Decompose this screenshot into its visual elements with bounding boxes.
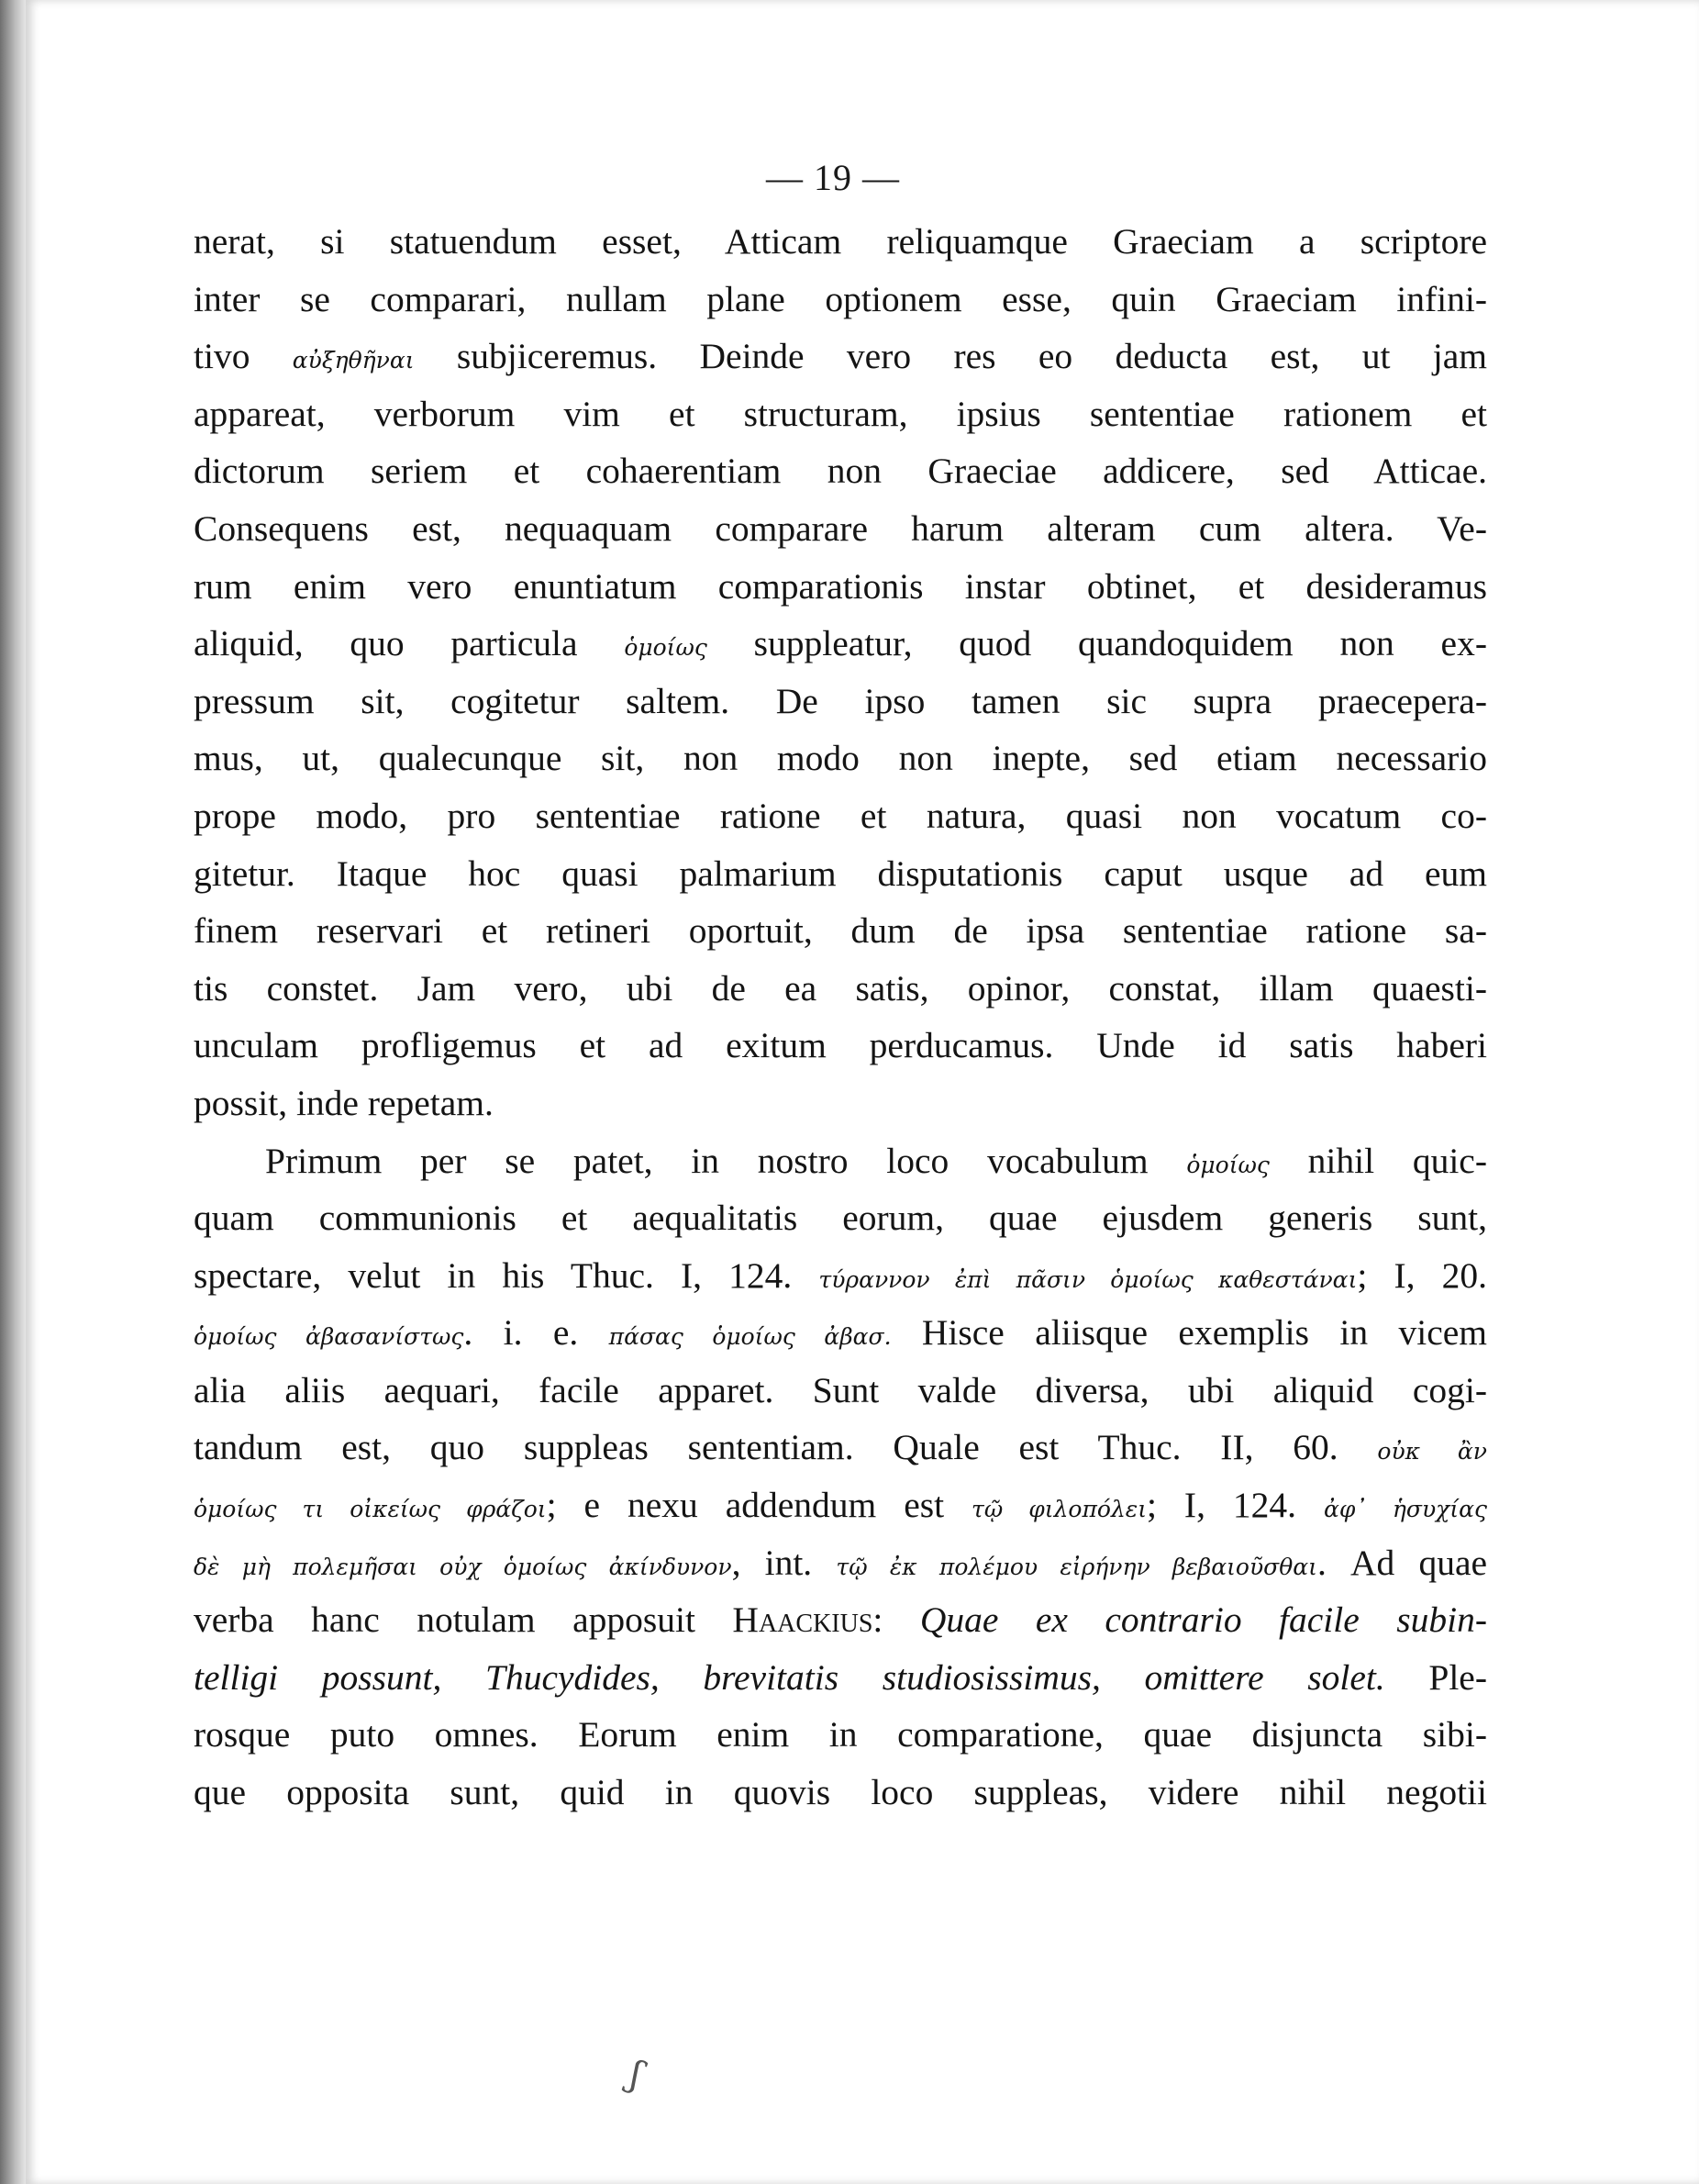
text-line xyxy=(194,1419,1487,1476)
text-line xyxy=(194,1189,1487,1247)
greek-text: τῷ φιλοπόλει xyxy=(972,1496,1148,1523)
latin-text: subjiceremus. Deinde vero res eo deducta est, ut jam xyxy=(414,336,1487,377)
text-line xyxy=(194,1247,1487,1305)
text-line xyxy=(194,1362,1487,1420)
greek-text: οὐκ ἂν xyxy=(1377,1438,1487,1465)
latin-text: , int. xyxy=(731,1542,837,1583)
latin-text: mus, ut, qualecunque sit, non modo non inepte, sed etiam necessario xyxy=(194,738,1487,779)
latin-text: tis constet. Jam vero, ubi de ea satis, opinor, constat, illam quaesti- xyxy=(194,967,1487,1008)
text-line xyxy=(194,271,1487,329)
latin-text: appareat, verborum vim et structuram, ipsius sententiae rationem et xyxy=(194,393,1487,434)
text-line xyxy=(194,213,1487,271)
latin-text: suppleatur, quod quandoquidem non ex- xyxy=(706,623,1487,664)
latin-text: Ple- xyxy=(1384,1656,1487,1698)
greek-text: δὲ μὴ πολεμῆσαι οὐχ ὁμοίως ἀκίνδυνον xyxy=(194,1553,732,1580)
greek-text: τύραννον ἐπὶ πᾶσιν ὁμοίως καθεστάναι xyxy=(818,1265,1358,1293)
latin-text: quam communionis et aequalitatis eorum, quae ejusdem generis sunt, xyxy=(194,1198,1487,1239)
greek-text: ὁμοίως τι οἰκείως φράζοι xyxy=(194,1496,547,1523)
page-binding-shadow xyxy=(0,0,26,2184)
text-line xyxy=(194,960,1487,1018)
latin-text: rosque puto omnes. Eorum enim in comparatione, quae disjuncta sibi- xyxy=(194,1714,1487,1755)
latin-text: . i. e. xyxy=(463,1312,609,1354)
italic-quote: Quae ex contrario facile subin- xyxy=(919,1599,1487,1641)
text-line xyxy=(194,500,1487,558)
greek-text: πάσας ὁμοίως ἀβασ. xyxy=(608,1323,892,1351)
latin-text: : xyxy=(872,1599,920,1641)
latin-text: inter se comparari, nullam plane optionem esse, quin Graeciam infini- xyxy=(194,278,1487,319)
latin-text: possit, inde repetam. xyxy=(194,1082,494,1123)
text-line xyxy=(194,385,1487,443)
text-line xyxy=(194,1706,1487,1764)
latin-text: Hisce aliisque exemplis in vicem xyxy=(891,1312,1487,1354)
latin-text: tivo xyxy=(194,336,293,377)
text-line xyxy=(194,1304,1487,1362)
latin-text: ; I, 124. xyxy=(1147,1485,1324,1526)
ink-mark: ʃ xyxy=(624,2053,649,2097)
greek-text: τῷ ἐκ πολέμου εἰρήνην βεβαιοῦσθαι xyxy=(836,1553,1317,1580)
author-name: Haackius xyxy=(732,1599,873,1641)
text-line xyxy=(194,558,1487,616)
latin-text: . Ad quae xyxy=(1316,1542,1487,1583)
text-line xyxy=(194,615,1487,673)
text-line xyxy=(194,1534,1487,1592)
text-line xyxy=(194,1132,1487,1190)
latin-text: Primum per se patet, in nostro loco vocabulum xyxy=(265,1140,1187,1181)
latin-text: Consequens est, nequaquam comparare harum alteram cum altera. Ve- xyxy=(194,507,1487,549)
text-line xyxy=(194,442,1487,500)
page-number: — 19 — xyxy=(766,157,900,198)
latin-text: pressum sit, cogitetur saltem. De ipso tamen sic supra praecepera- xyxy=(194,680,1487,721)
latin-text: alia aliis aequari, facile apparet. Sunt valde diversa, ubi aliquid cogi- xyxy=(194,1369,1487,1410)
body-text xyxy=(194,213,1487,1822)
latin-text: verba hanc notulam apposuit xyxy=(194,1599,733,1641)
text-line xyxy=(194,673,1487,730)
text-line xyxy=(194,1017,1487,1075)
latin-text: tandum est, quo suppleas sententiam. Quale est Thuc. II, 60. xyxy=(194,1427,1378,1468)
greek-text: ἀφ᾽ ἡσυχίας xyxy=(1324,1496,1487,1523)
latin-text: dictorum seriem et cohaerentiam non Graeciae addicere, sed Atticae. xyxy=(194,451,1487,492)
latin-text: unculam profligemus et ad exitum perducamus. Unde id satis haberi xyxy=(194,1025,1487,1066)
greek-text: ὁμοίως xyxy=(624,634,707,662)
latin-text: aliquid, quo particula xyxy=(194,623,625,664)
text-line xyxy=(194,328,1487,385)
italic-quote: telligi possunt, Thucydides, brevitatis studiosissimus, omittere solet. xyxy=(194,1656,1385,1698)
text-line xyxy=(194,730,1487,787)
latin-text: nerat, si statuendum esset, Atticam reliquamque Graeciam a scriptore xyxy=(194,221,1487,262)
latin-text: finem reservari et retineri oportuit, dum de ipsa sententiae ratione sa- xyxy=(194,910,1487,952)
text-line xyxy=(194,1591,1487,1649)
latin-text: ; I, 20. xyxy=(1357,1254,1487,1296)
text-line xyxy=(194,787,1487,845)
text-line xyxy=(194,902,1487,960)
greek-text: ὁμοίως xyxy=(1186,1151,1270,1178)
greek-text: αὐξηθῆναι xyxy=(292,347,415,374)
latin-text: gitetur. Itaque hoc quasi palmarium disputationis caput usque ad eum xyxy=(194,852,1487,894)
latin-text: ; e nexu addendum est xyxy=(546,1485,972,1526)
latin-text: nihil quic- xyxy=(1269,1140,1487,1181)
text-line xyxy=(194,1075,1487,1132)
book-page xyxy=(26,0,1699,2184)
latin-text: prope modo, pro sententiae ratione et natura, quasi non vocatum co- xyxy=(194,795,1487,836)
greek-text: ὁμοίως ἀβασανίστως xyxy=(194,1323,464,1351)
latin-text: que opposita sunt, quid in quovis loco suppleas, videre nihil negotii xyxy=(194,1772,1487,1813)
text-line xyxy=(194,1764,1487,1822)
latin-text: spectare, velut in his Thuc. I, 124. xyxy=(194,1254,819,1296)
latin-text: rum enim vero enuntiatum comparationis instar obtinet, et desideramus xyxy=(194,565,1487,607)
text-line xyxy=(194,1649,1487,1707)
text-line xyxy=(194,1476,1487,1534)
text-line xyxy=(194,845,1487,903)
